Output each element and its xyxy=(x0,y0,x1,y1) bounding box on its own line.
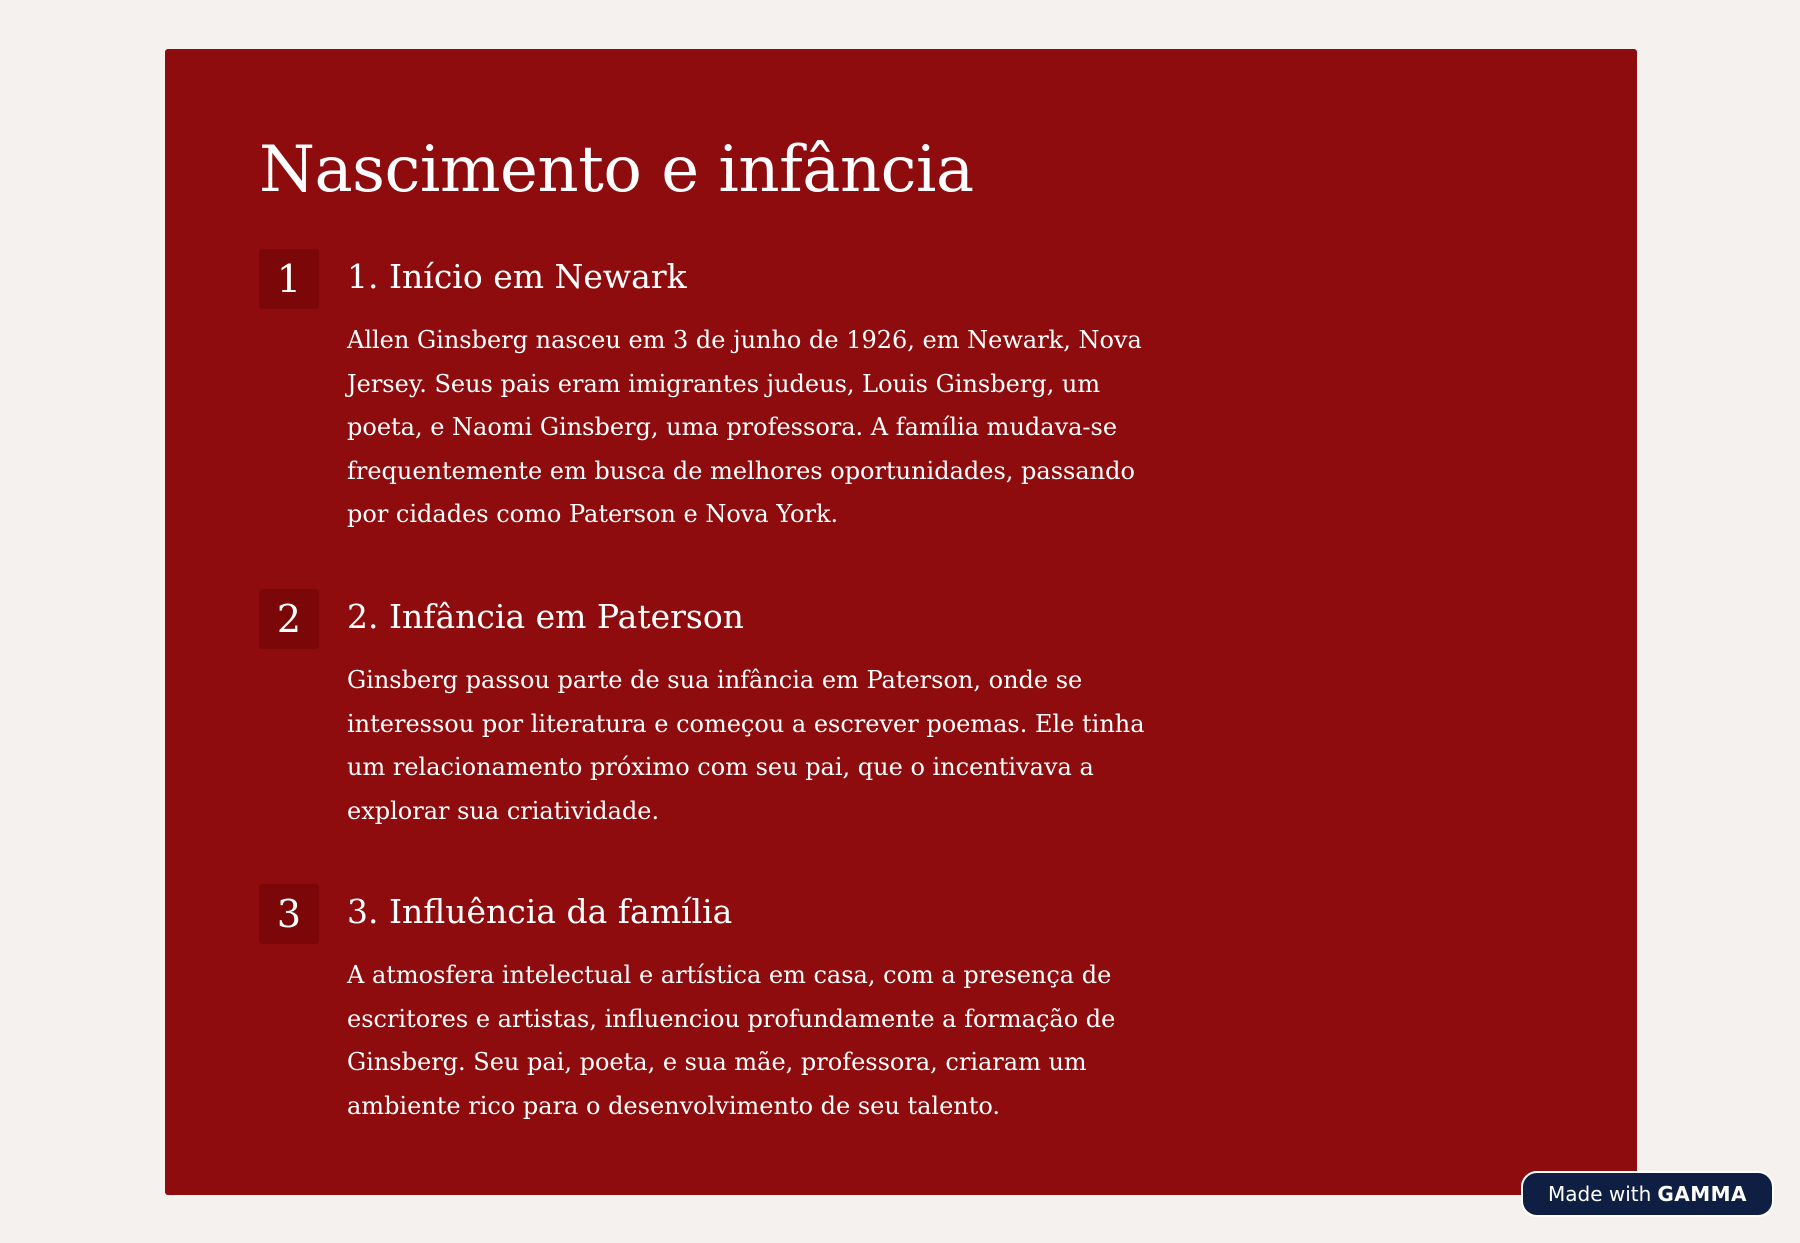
item-number-badge: 1 xyxy=(259,249,319,309)
badge-prefix: Made with xyxy=(1548,1182,1652,1206)
item-body: Ginsberg passou parte de sua infância em Paterson, onde se interessou por literatura e começou a escrever poemas. Ele tinha um relacionamento próximo com seu pai, que o incentivava a explorar sua criatividade. xyxy=(347,666,1145,825)
made-with-gamma-badge[interactable] xyxy=(1521,1171,1774,1217)
item-body: A atmosfera intelectual e artística em casa, com a presença de escritores e artistas, influenciou profundamente a formação de Ginsberg. Seu pai, poeta, e sua mãe, professora, criaram um ambiente rico para o desenvolvimento de seu talento. xyxy=(347,961,1116,1120)
item-body: Allen Ginsberg nasceu em 3 de junho de 1926, em Newark, Nova Jersey. Seus pais eram imigrantes judeus, Louis Ginsberg, um poeta, e Naomi Ginsberg, uma professora. A família mudava-se frequentemente em busca de melhores oportunidades, passando por cidades como Paterson e Nova York. xyxy=(347,326,1142,528)
gamma-logo: GAMMA xyxy=(1657,1182,1747,1206)
slide-card xyxy=(165,49,1637,1195)
item-number-badge: 3 xyxy=(259,884,319,944)
item-number-badge: 2 xyxy=(259,589,319,649)
item-heading: 3. Influência da família xyxy=(347,892,733,931)
slide-title: Nascimento e infância xyxy=(259,133,974,207)
item-heading: 1. Início em Newark xyxy=(347,257,687,296)
item-heading: 2. Infância em Paterson xyxy=(347,597,744,636)
